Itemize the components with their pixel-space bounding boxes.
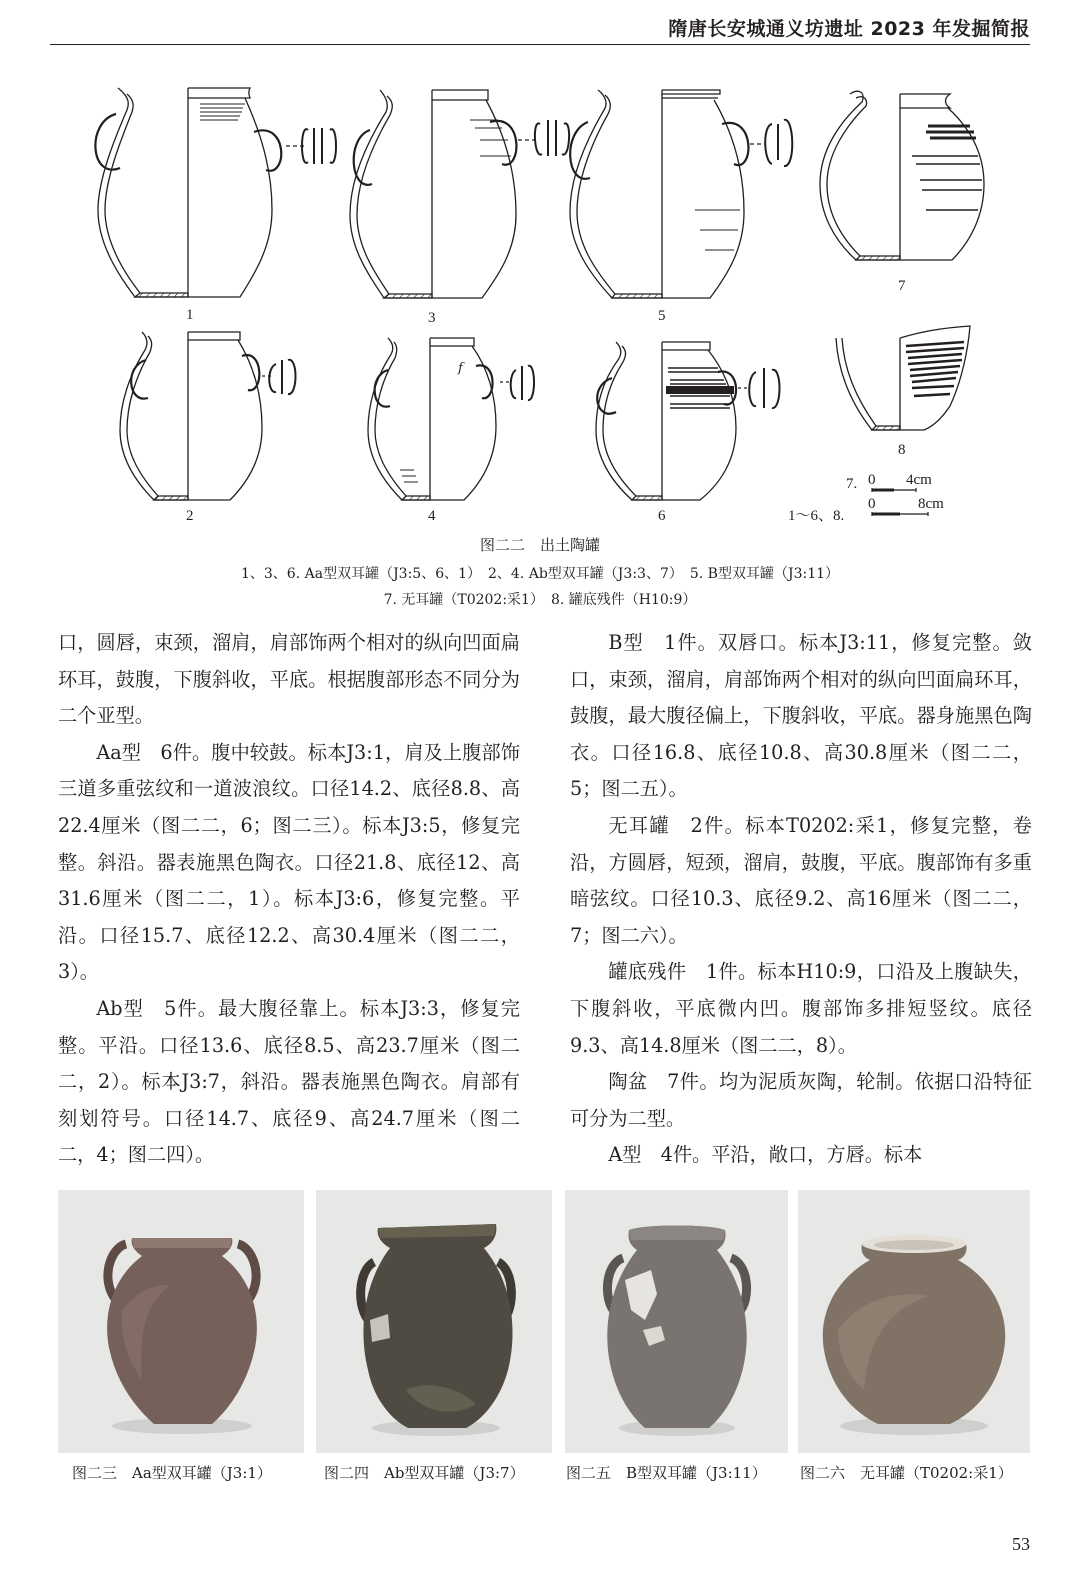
scale-label-large: 1～6、8. — [788, 508, 845, 524]
jar-drawing-4 — [368, 338, 534, 500]
paragraph: 罐底残件 1件。标本H10:9，口沿及上腹缺失，下腹斜收，平底微内凹。腹部饰多排短竖纹。底径9.3、高14.8厘米（图二二，8）。 — [570, 960, 1032, 1057]
photo-caption: 图二三 Aa型双耳罐（J3:1） — [72, 1464, 272, 1482]
jar-drawing-5 — [570, 90, 792, 298]
jar-drawing-7 — [820, 91, 984, 260]
scale-tick: 0 — [868, 496, 876, 512]
figure-legend-line: 1、3、6. Aa型双耳罐（J3:5、6、1） 2、4. Ab型双耳罐（J3:3、7） 5. B型双耳罐（J3:11） — [240, 566, 840, 582]
text-column-right — [570, 625, 1032, 1174]
photo-caption: 图二六 无耳罐（T0202:采1） — [800, 1464, 1013, 1482]
drawing-number: 3 — [428, 310, 436, 326]
photo-ab-jar — [316, 1190, 552, 1453]
text-column-left — [58, 625, 520, 1174]
paragraph: 陶盆 7件。均为泥质灰陶，轮制。依据口沿特征可分为二型。 — [570, 1070, 1032, 1130]
paragraph: B型 1件。双唇口。标本J3:11，修复完整。敛口，束颈，溜肩，肩部饰两个相对的纵向凹面扁环耳，鼓腹，最大腹径偏上，下腹斜收，平底。器身施黑色陶衣。口径16.8、底径10.8、高30.8厘米（图二二，5；图二五）。 — [570, 631, 1032, 801]
drawing-number: 8 — [898, 442, 906, 458]
drawing-number: 4 — [428, 508, 436, 524]
paragraph: 口，圆唇，束颈，溜肩，肩部饰两个相对的纵向凹面扁环耳，鼓腹，下腹斜收，平底。根据腹部形态不同分为二个亚型。 — [58, 631, 520, 728]
drawing-number: 7 — [898, 278, 906, 294]
scale-tick: 4cm — [906, 472, 932, 488]
drawing-number: 1 — [186, 307, 194, 323]
pottery-line-drawings — [50, 60, 1030, 540]
paragraph: A型 4件。平沿，敞口，方唇。标本 — [608, 1143, 923, 1167]
drawing-number: 2 — [186, 508, 194, 524]
page-number: 53 — [1012, 1534, 1030, 1554]
jar-drawing-1 — [95, 88, 336, 297]
running-title: 隋唐长安城通义坊遗址 2023 年发掘简报 — [668, 18, 1030, 40]
paragraph: 无耳罐 2件。标本T0202:采1，修复完整，卷沿，方圆唇，短颈，溜肩，鼓腹，平底。腹部饰有多重暗弦纹。口径10.3、底径9.2、高16厘米（图二二，7；图二六）。 — [570, 813, 1032, 947]
photo-aa-jar — [58, 1190, 304, 1453]
paragraph: Aa型 6件。腹中较鼓。标本J3:1，肩及上腹部饰三道多重弦纹和一道波浪纹。口径14.2、底径8.8、高22.4厘米（图二二，6；图二三）。标本J3:5，修复完整。斜沿。器表施黑色陶衣。口径21.8、底径12、高31.6厘米（图二二，1）。标本J3:6，修复完整。平沿。口径15.7、底径12.2、高30.4厘米（图二二，3）。 — [58, 740, 520, 984]
photo-earless-jar — [798, 1190, 1030, 1453]
photo-b-jar — [565, 1190, 788, 1453]
scale-tick: 8cm — [918, 496, 944, 512]
figure-legend-line: 7. 无耳罐（T0202:采1） 8. 罐底残件（H10:9） — [383, 592, 697, 608]
jar-drawing-2 — [120, 332, 296, 500]
scale-label-small: 7. — [846, 476, 858, 492]
scale-tick: 0 — [868, 472, 876, 488]
drawing-number: 5 — [658, 308, 666, 324]
jar-drawing-3 — [350, 90, 569, 298]
paragraph: Ab型 5件。最大腹径靠上。标本J3:3，修复完整。平沿。口径13.6、底径8.5、高23.7厘米（图二二，2）。标本J3:7，斜沿。器表施黑色陶衣。肩部有刻划符号。口径14.7、底径9、高24.7厘米（图二二，4；图二四）。 — [58, 996, 520, 1167]
drawing-number: 6 — [658, 508, 666, 524]
photo-caption: 图二四 Ab型双耳罐（J3:7） — [324, 1464, 525, 1482]
incised-mark: f — [458, 361, 463, 376]
figure-title: 图二二 出土陶罐 — [479, 536, 600, 554]
jar-fragment-drawing-8 — [836, 326, 970, 430]
photo-caption: 图二五 B型双耳罐（J3:11） — [566, 1464, 767, 1482]
header-rule — [50, 44, 1030, 45]
jar-drawing-6 — [596, 342, 780, 500]
